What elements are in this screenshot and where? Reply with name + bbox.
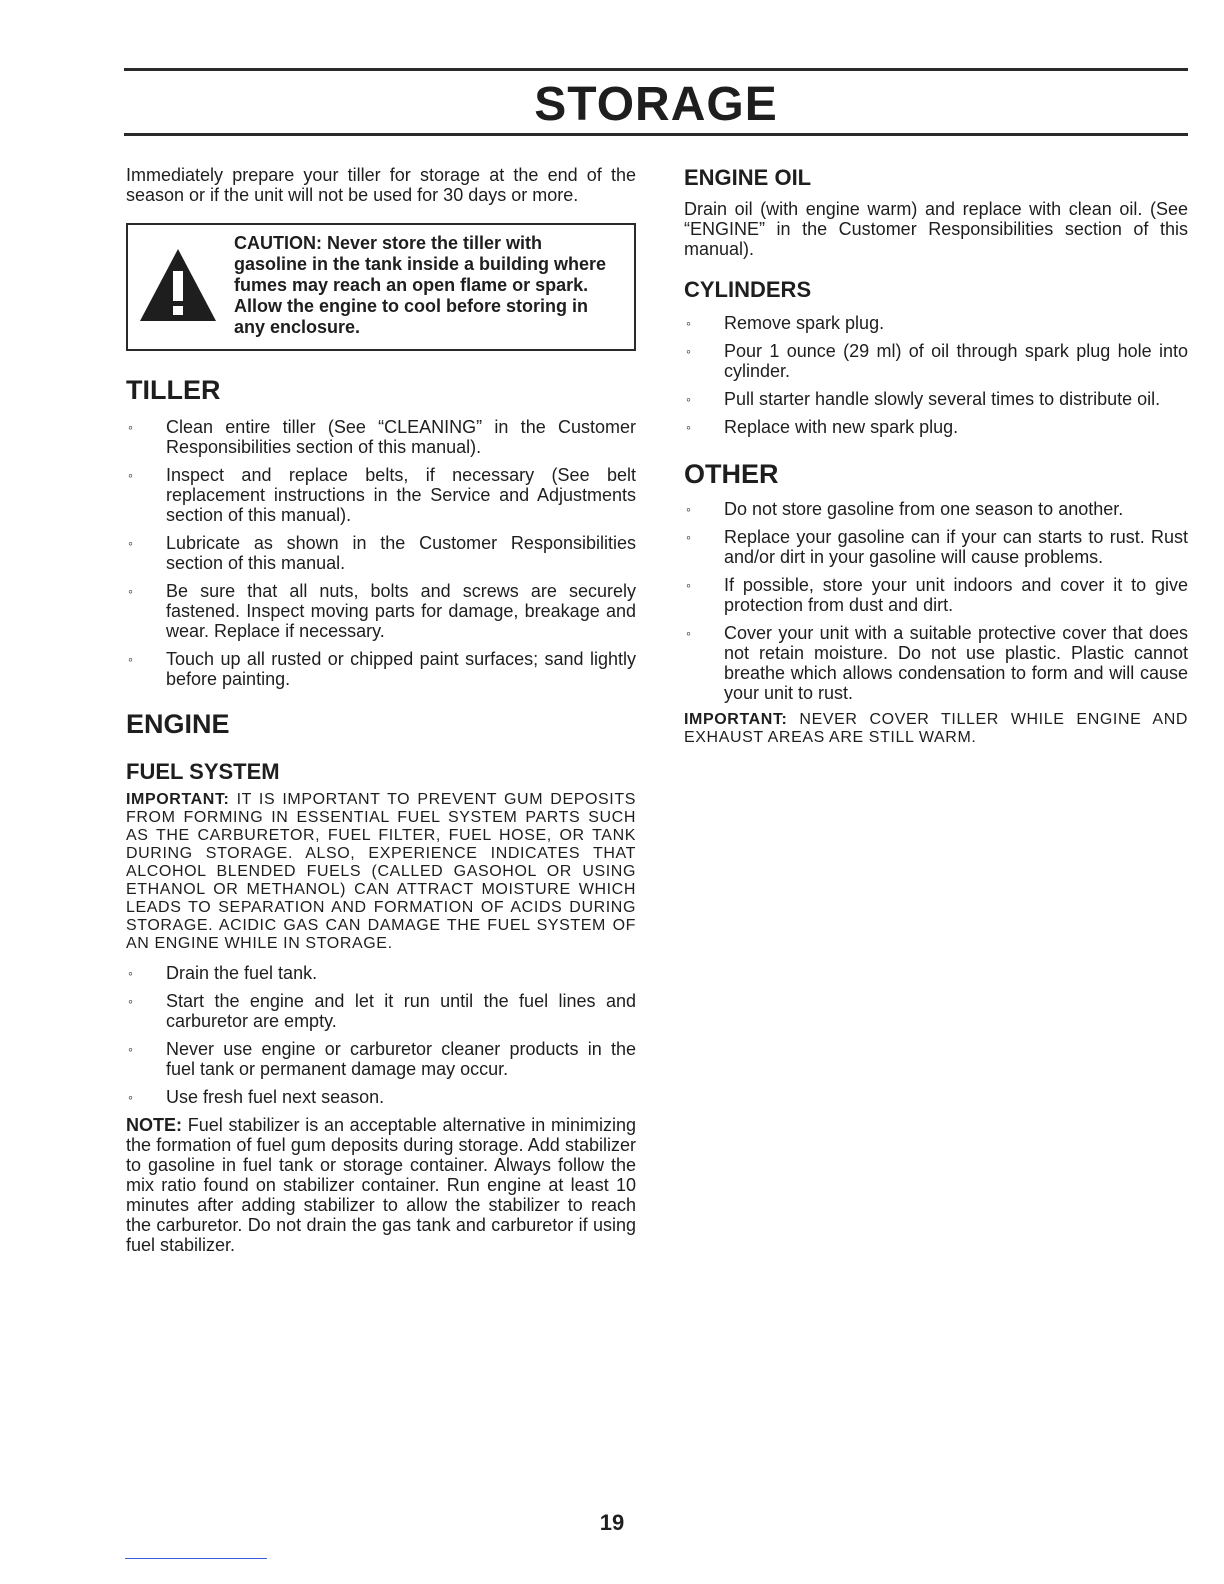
list-item <box>684 417 1188 437</box>
list-item-text: Clean entire tiller (See “CLEANING” in the Customer Responsibilities section of this manual). <box>166 417 636 457</box>
page-number: 19 <box>599 1510 625 1535</box>
footer-link-underline <box>125 1558 267 1559</box>
list-item <box>126 649 636 689</box>
list-item-text: If possible, store your unit indoors and cover it to give protection from dust and dirt. <box>724 575 1188 615</box>
list-item-text: Be sure that all nuts, bolts and screws are securely fastened. Inspect moving parts for damage, breakage and wear. Replace if necessary. <box>166 581 636 641</box>
cylinders-heading: CYLINDERS <box>684 277 812 302</box>
list-item <box>684 623 1188 703</box>
other-important-label: IMPORTANT: <box>684 711 788 728</box>
bullet-icon: ◦ <box>128 467 133 483</box>
bullet-icon: ◦ <box>128 1041 133 1057</box>
bullet-icon: ◦ <box>128 993 133 1009</box>
list-item <box>126 533 636 573</box>
bullet-icon: ◦ <box>686 343 691 359</box>
list-item <box>126 991 636 1031</box>
bullet-icon: ◦ <box>128 1089 133 1105</box>
list-item-text: Remove spark plug. <box>724 313 885 333</box>
engine-heading: ENGINE <box>126 709 230 739</box>
list-item-text: Inspect and replace belts, if necessary (See belt replacement instructions in the Service and Adjustments section of this manual). <box>166 465 636 525</box>
bullet-icon: ◦ <box>686 419 691 435</box>
warning-triangle-icon <box>138 245 218 325</box>
bullet-icon: ◦ <box>128 965 133 981</box>
bullet-icon: ◦ <box>128 535 133 551</box>
other-heading: OTHER <box>684 459 779 489</box>
list-item-text: Lubricate as shown in the Customer Responsibilities section of this manual. <box>166 533 636 573</box>
bullet-icon: ◦ <box>686 625 691 641</box>
header-rule-top <box>124 68 1188 71</box>
list-item-text: Drain the fuel tank. <box>166 963 318 983</box>
bullet-icon: ◦ <box>686 577 691 593</box>
list-item-text: Replace your gasoline can if your can starts to rust. Rust and/or dirt in your gasoline will cause problems. <box>724 527 1188 567</box>
fuel-note-text: Fuel stabilizer is an acceptable alternative in minimizing the formation of fuel gum deposits during storage. Add stabilizer to gasoline in fuel tank or storage container. Always follow the mix ratio found on stabilizer container. Run engine at least 10 minutes after adding stabilizer to allow the stabilizer to reach the carburetor. Do not drain the gas tank and carburetor if using fuel stabilizer. <box>126 1115 636 1255</box>
list-item <box>684 313 1188 333</box>
list-item-text: Never use engine or carburetor cleaner products in the fuel tank or permanent damage may occur. <box>166 1039 636 1079</box>
engine-oil-heading: ENGINE OIL <box>684 165 812 190</box>
fuel-note-label: NOTE: <box>126 1115 182 1135</box>
caution-box <box>126 223 636 351</box>
list-item-text: Replace with new spark plug. <box>724 417 959 437</box>
list-item <box>684 527 1188 567</box>
bullet-icon: ◦ <box>686 501 691 517</box>
list-item <box>684 499 1188 519</box>
list-item-text: Use fresh fuel next season. <box>166 1087 385 1107</box>
page-title: STORAGE <box>534 78 778 131</box>
list-item <box>126 465 636 525</box>
caution-text: CAUTION: Never store the tiller with gasoline in the tank inside a building where fumes may reach an open flame or spark. Allow the engine to cool before storing in any enclosure. <box>234 233 607 337</box>
list-item-text: Do not store gasoline from one season to another. <box>724 499 1124 519</box>
tiller-heading: TILLER <box>126 375 221 405</box>
bullet-icon: ◦ <box>686 391 691 407</box>
list-item <box>126 1087 636 1107</box>
tiller-list <box>126 417 636 689</box>
fuel-important-label: IMPORTANT: <box>126 791 230 808</box>
engine-oil-text: Drain oil (with engine warm) and replace with clean oil. (See “ENGINE” in the Customer Responsibilities section of this manual). <box>684 199 1188 259</box>
left-column <box>126 165 636 1255</box>
list-item <box>126 1039 636 1079</box>
list-item <box>684 341 1188 381</box>
list-item-text: Pour 1 ounce (29 ml) of oil through spark plug hole into cylinder. <box>724 341 1188 381</box>
list-item <box>684 389 1188 409</box>
list-item <box>126 581 636 641</box>
intro-paragraph: Immediately prepare your tiller for storage at the end of the season or if the unit will not be used for 30 days or more. <box>126 165 636 205</box>
other-important-text: NEVER COVER TILLER WHILE ENGINE AND EXHAUST AREAS ARE STILL WARM. <box>684 711 1189 746</box>
fuel-important-paragraph <box>126 791 636 953</box>
list-item <box>684 575 1188 615</box>
bullet-icon: ◦ <box>686 529 691 545</box>
list-item-text: Touch up all rusted or chipped paint surfaces; sand lightly before painting. <box>166 649 636 689</box>
fuel-note-paragraph <box>126 1115 636 1255</box>
list-item-text: Cover your unit with a suitable protective cover that does not retain moisture. Do not use plastic. Plastic cannot breathe which allows condensation to form and will cause your unit to rust. <box>724 623 1188 703</box>
fuel-system-list <box>126 963 636 1107</box>
bullet-icon: ◦ <box>128 419 133 435</box>
list-item-text: Start the engine and let it run until the fuel lines and carburetor are empty. <box>166 991 636 1031</box>
list-item <box>126 963 636 983</box>
other-list <box>684 499 1188 703</box>
other-important-paragraph <box>684 711 1188 747</box>
list-item-text: Pull starter handle slowly several times to distribute oil. <box>724 389 1161 409</box>
fuel-system-heading: FUEL SYSTEM <box>126 759 280 784</box>
bullet-icon: ◦ <box>128 651 133 667</box>
fuel-important-text: IT IS IMPORTANT TO PREVENT GUM DEPOSITS FROM FORMING IN ESSENTIAL FUEL SYSTEM PARTS SUCH AS THE CARBURETOR, FUEL FILTER, FUEL HOSE, OR TANK DURING STORAGE. ALSO, EXPERIENCE INDICATES THAT ALCOHOL BLENDED FUELS (CALLED GASOHOL OR USING ETHANOL OR METHANOL) CAN ATTRACT MOISTURE WHICH LEADS TO SEPARATION AND FORMATION OF ACIDS DURING STORAGE. ACIDIC GAS CAN DAMAGE THE FUEL SYSTEM OF AN ENGINE WHILE IN STORAGE. <box>126 791 636 952</box>
right-column <box>684 165 1188 747</box>
list-item <box>126 417 636 457</box>
bullet-icon: ◦ <box>128 583 133 599</box>
cylinders-list <box>684 313 1188 437</box>
header-rule-bottom <box>124 133 1188 136</box>
bullet-icon: ◦ <box>686 315 691 331</box>
